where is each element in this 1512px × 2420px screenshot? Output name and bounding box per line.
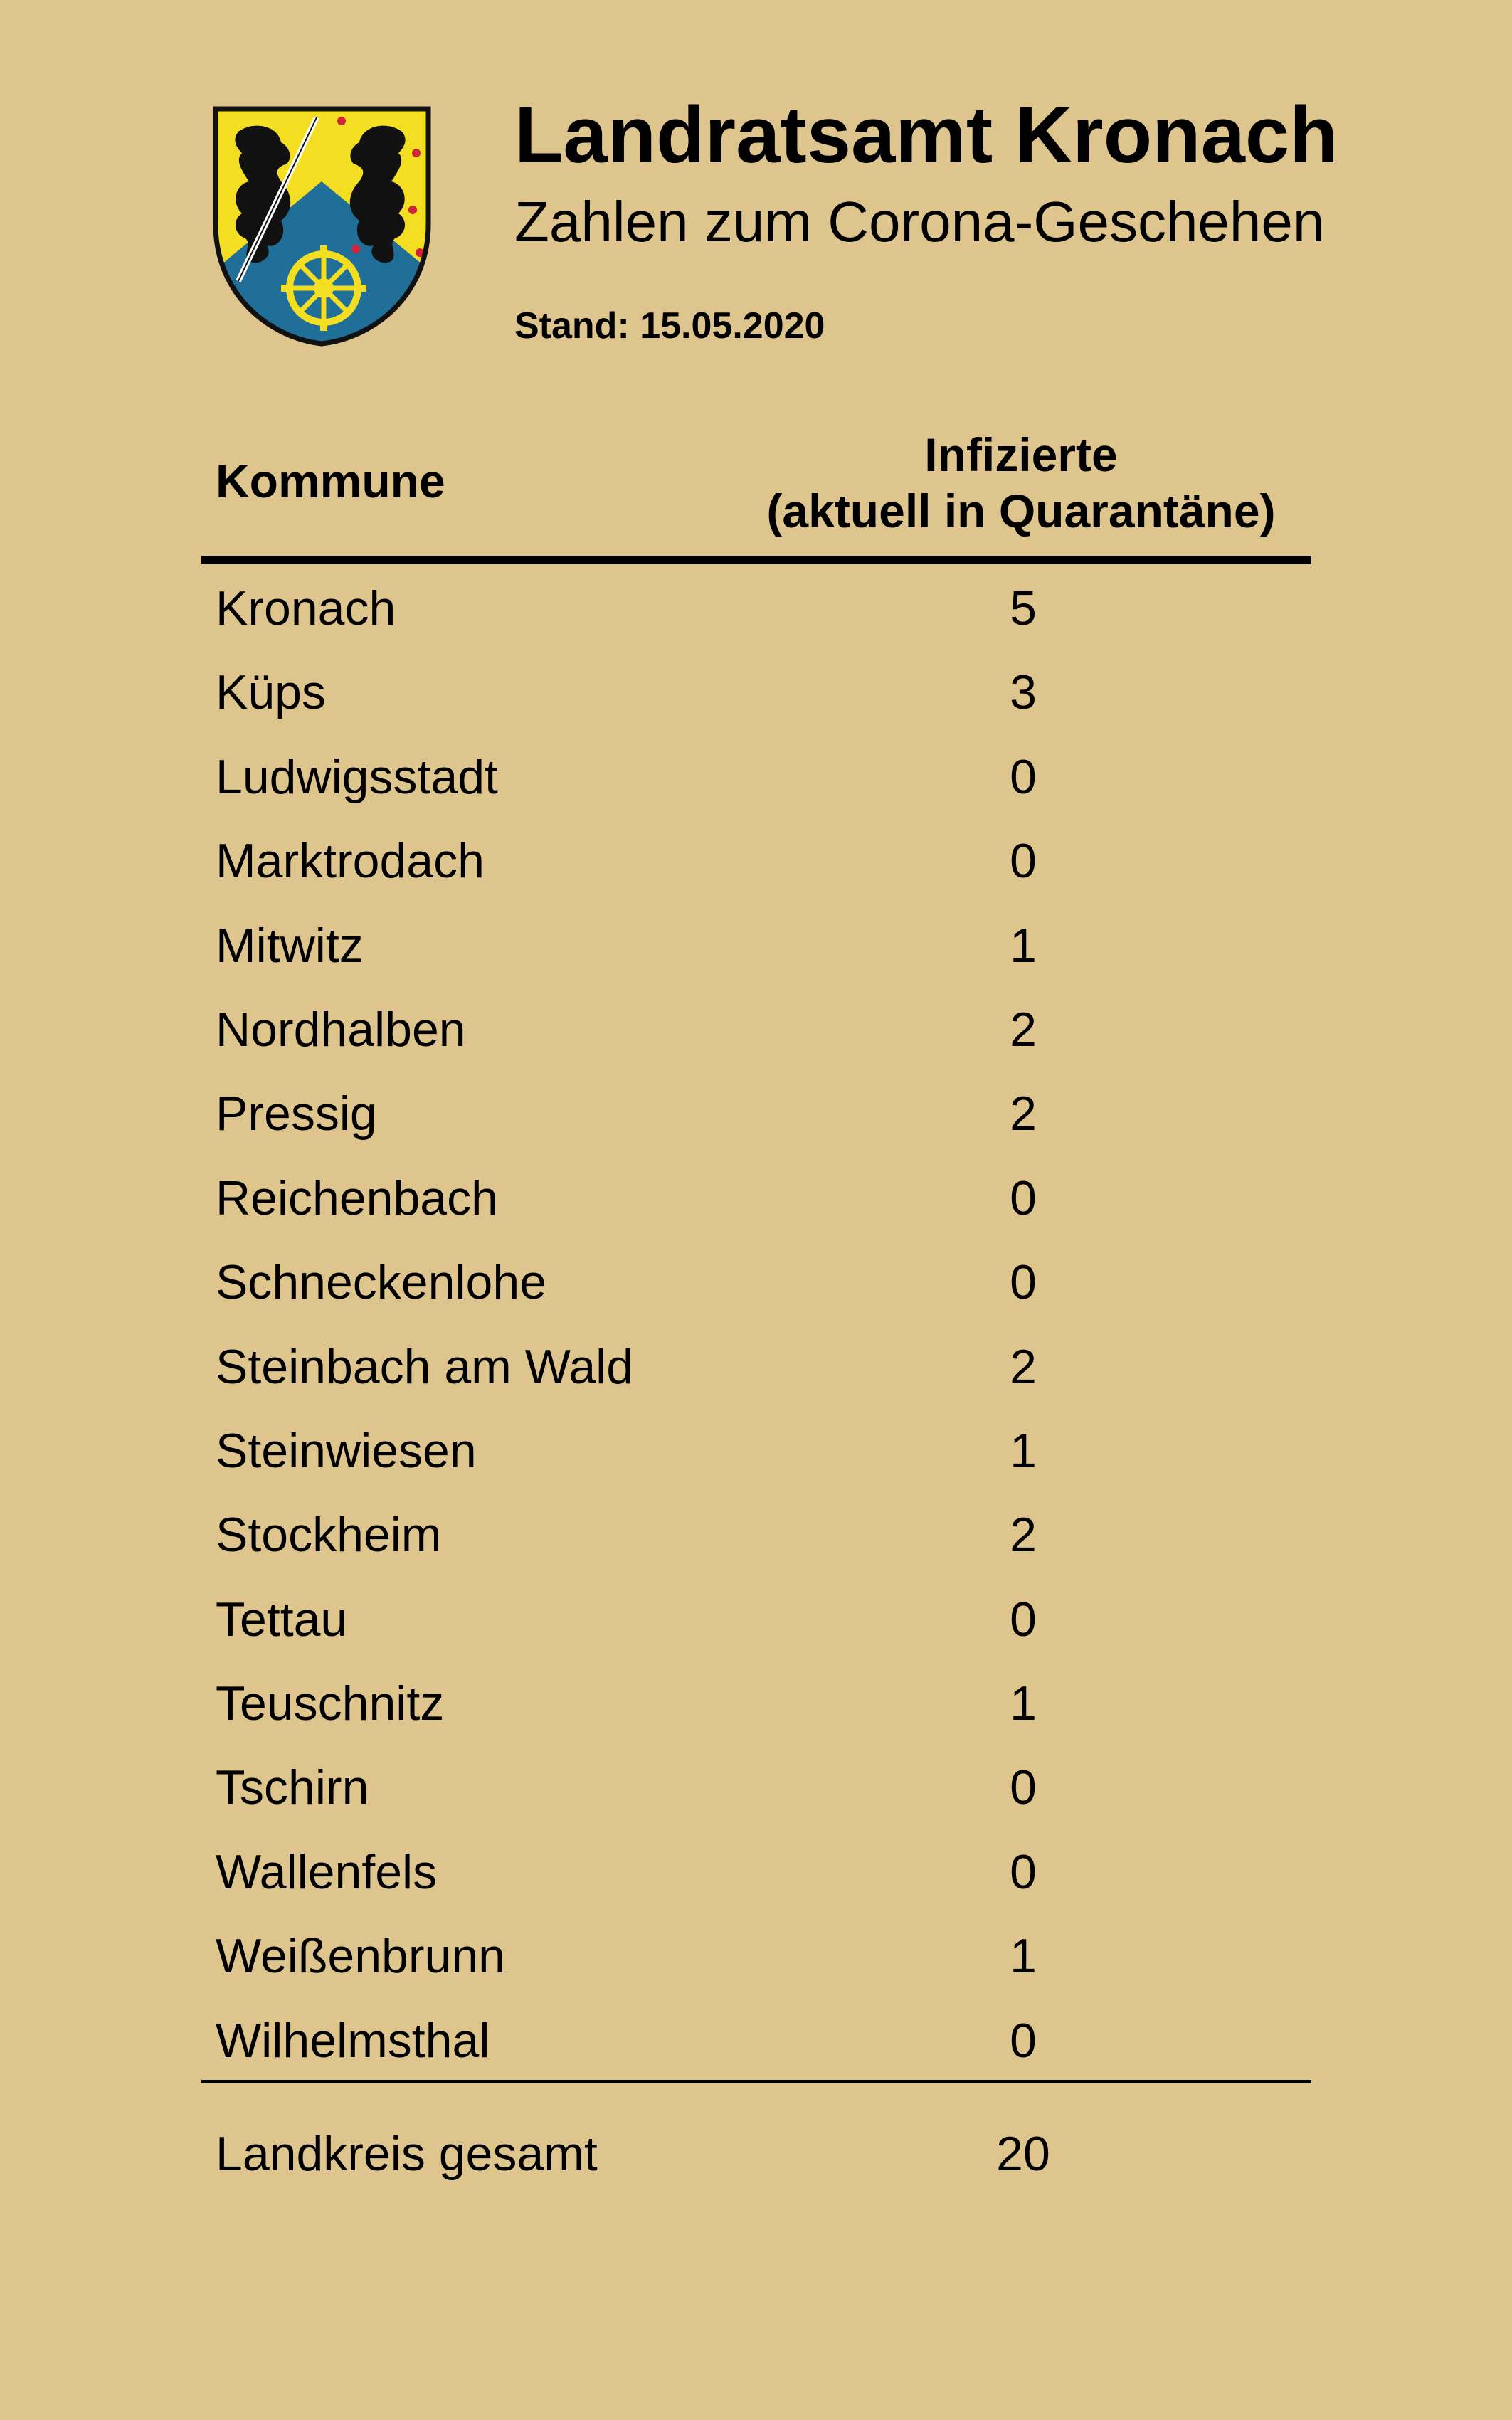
table-row bbox=[0, 1079, 1512, 1163]
kommune-name: Reichenbach bbox=[216, 1171, 498, 1225]
page-subtitle: Zahlen zum Corona-Geschehen bbox=[514, 190, 1325, 253]
kommune-name: Mitwitz bbox=[216, 918, 364, 973]
table-row bbox=[0, 742, 1512, 826]
column-header-infizierte bbox=[736, 427, 1306, 539]
kommune-name: Steinbach am Wald bbox=[216, 1339, 634, 1394]
infizierte-value: 0 bbox=[1010, 749, 1037, 804]
infizierte-value: 0 bbox=[1010, 834, 1037, 889]
column-header-kommune: Kommune bbox=[216, 455, 445, 507]
page-title: Landratsamt Kronach bbox=[514, 90, 1338, 179]
infizierte-value: 1 bbox=[1010, 1676, 1037, 1731]
kommune-name: Wallenfels bbox=[216, 1844, 438, 1899]
table-row bbox=[0, 1163, 1512, 1247]
header-divider bbox=[201, 556, 1311, 564]
kommune-name: Weißenbrunn bbox=[216, 1929, 505, 1984]
column-header-infizierte-line1: Infizierte bbox=[924, 428, 1118, 481]
table-row bbox=[0, 995, 1512, 1079]
date-stamp: Stand: 15.05.2020 bbox=[514, 305, 825, 347]
table-row bbox=[0, 657, 1512, 741]
total-value: 20 bbox=[996, 2127, 1050, 2181]
table-row bbox=[0, 2006, 1512, 2090]
kommune-name: Schneckenlohe bbox=[216, 1255, 547, 1310]
kommune-name: Nordhalben bbox=[216, 1002, 466, 1057]
infizierte-value: 0 bbox=[1010, 1844, 1037, 1899]
table-row bbox=[0, 826, 1512, 910]
table-row bbox=[0, 1837, 1512, 1921]
table-row bbox=[0, 1753, 1512, 1837]
table-row bbox=[0, 1669, 1512, 1753]
kommune-name: Teuschnitz bbox=[216, 1676, 445, 1731]
infizierte-value: 2 bbox=[1010, 1339, 1037, 1394]
table-row bbox=[0, 1500, 1512, 1584]
kommune-name: Marktrodach bbox=[216, 834, 485, 889]
kommune-name: Stockheim bbox=[216, 1508, 442, 1563]
kommune-name: Steinwiesen bbox=[216, 1423, 477, 1478]
table-row bbox=[0, 574, 1512, 657]
kommune-name: Ludwigsstadt bbox=[216, 749, 498, 804]
coat-of-arms-icon bbox=[210, 103, 434, 349]
data-table bbox=[0, 574, 1512, 2090]
table-row bbox=[0, 1921, 1512, 2005]
kommune-name: Tettau bbox=[216, 1592, 348, 1647]
kommune-name: Tschirn bbox=[216, 1760, 369, 1815]
total-divider bbox=[201, 2080, 1311, 2083]
kommune-name: Kronach bbox=[216, 581, 396, 635]
table-row bbox=[0, 1247, 1512, 1331]
infizierte-value: 2 bbox=[1010, 1002, 1037, 1057]
infizierte-value: 0 bbox=[1010, 1592, 1037, 1647]
infizierte-value: 0 bbox=[1010, 1171, 1037, 1225]
infizierte-value: 0 bbox=[1010, 2013, 1037, 2068]
table-row bbox=[0, 1332, 1512, 1416]
total-label: Landkreis gesamt bbox=[216, 2127, 598, 2181]
infizierte-value: 5 bbox=[1010, 581, 1037, 635]
infizierte-value: 0 bbox=[1010, 1760, 1037, 1815]
infizierte-value: 1 bbox=[1010, 1423, 1037, 1478]
column-header-infizierte-line2: (aktuell in Quarantäne) bbox=[766, 485, 1276, 538]
kommune-name: Pressig bbox=[216, 1087, 377, 1141]
kommune-name: Küps bbox=[216, 665, 326, 720]
infizierte-value: 1 bbox=[1010, 1929, 1037, 1984]
table-row bbox=[0, 911, 1512, 995]
infizierte-value: 2 bbox=[1010, 1087, 1037, 1141]
table-row bbox=[0, 1585, 1512, 1669]
kommune-name: Wilhelmsthal bbox=[216, 2013, 490, 2068]
table-row bbox=[0, 1416, 1512, 1500]
infizierte-value: 1 bbox=[1010, 918, 1037, 973]
infizierte-value: 2 bbox=[1010, 1508, 1037, 1563]
infizierte-value: 0 bbox=[1010, 1255, 1037, 1310]
infizierte-value: 3 bbox=[1010, 665, 1037, 720]
